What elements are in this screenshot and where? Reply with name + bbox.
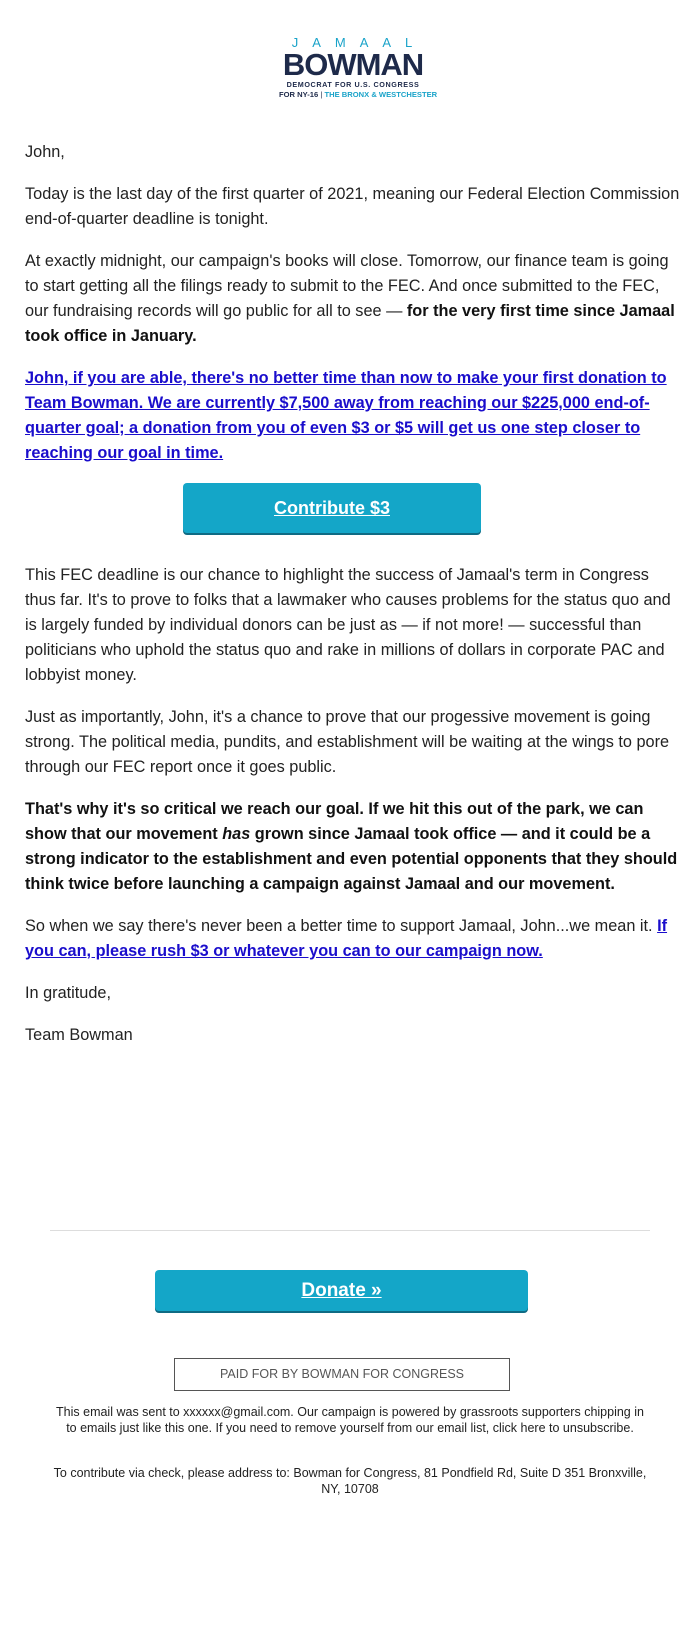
paragraph-6-em: has xyxy=(222,825,251,843)
paragraph-2-bold: for the very first time since Jamaal took office in January. xyxy=(25,302,675,345)
paragraph-7-text: So when we say there's never been a better time to support Jamaal, John...we mean it. xyxy=(25,917,658,935)
contribute-button[interactable]: Contribute $3 xyxy=(183,483,481,533)
donate-button[interactable]: Donate » xyxy=(155,1270,528,1311)
signature: Team Bowman xyxy=(25,1026,133,1044)
logo-first-name: JAMAAL xyxy=(291,35,427,50)
paragraph-5: Just as importantly, John, it's a chance to prove that our progessive movement is going strong. The political media, pundits, and establishment will be waiting at the wings to pore through our FEC report once it goes public. xyxy=(25,708,670,776)
paragraph-6 xyxy=(25,797,680,897)
logo-district: FOR NY-16 xyxy=(279,90,319,99)
paragraph-2-text: At exactly midnight, our campaign's books will close. Tomorrow, our finance team is going to start getting all the filings ready to submit to the FEC. And once submitted to the FEC, our fundraising records will go public for all to see — xyxy=(25,252,669,320)
logo-district-line xyxy=(279,89,438,100)
footer-divider xyxy=(50,1230,650,1231)
paragraph-6-b: grown since Jamaal took office — and it could be a strong indicator to the establishment and even potential opponents that they should think twice before launching a campaign against Jamaal and our movement. xyxy=(25,825,678,893)
logo-last-name: BOWMAN xyxy=(282,47,424,82)
paragraph-4: This FEC deadline is our chance to highlight the success of Jamaal's term in Congress thus far. It's to prove to folks that a lawmaker who causes problems for the status quo and is largely funded by individual donors can be just as — if not more! — successful than politicians who uphold the status quo and rake in millions of dollars in corporate PAC and lobbyist money. xyxy=(25,566,671,684)
logo-separator: | xyxy=(320,90,323,99)
rush-donation-link[interactable]: If you can, please rush $3 or whatever you can to our campaign now. xyxy=(25,917,668,960)
mailing-address: To contribute via check, please address to: Bowman for Congress, 81 Pondfield Rd, Suite D 351 Bronxville, NY, 10708 xyxy=(53,1466,647,1496)
paragraph-7 xyxy=(25,914,680,964)
paid-for-disclaimer: PAID FOR BY BOWMAN FOR CONGRESS xyxy=(174,1358,510,1391)
paragraph-2 xyxy=(25,249,680,349)
paragraph-3 xyxy=(25,366,680,466)
unsubscribe-notice[interactable]: This email was sent to xxxxxx@gmail.com. Our campaign is powered by grassroots supporters chipping in to emails just like this one. If you need to remove yourself from our email list, click here to unsubscribe. xyxy=(56,1405,644,1435)
logo-region: THE BRONX & WESTCHESTER xyxy=(324,90,438,99)
greeting: John, xyxy=(25,143,65,161)
email-content xyxy=(25,140,680,1065)
paragraph-6-a: That's why it's so critical we reach our goal. If we hit this out of the park, we can show that our movement xyxy=(25,800,644,843)
logo-subtitle: DEMOCRAT FOR U.S. CONGRESS xyxy=(286,80,420,89)
paragraph-1: Today is the last day of the first quarter of 2021, meaning our Federal Election Commission end-of-quarter deadline is tonight. xyxy=(25,185,680,228)
campaign-logo[interactable] xyxy=(279,35,438,106)
donation-ask-link[interactable]: John, if you are able, there's no better time than now to make your first donation to Team Bowman. We are currently $7,500 away from reaching our $225,000 end-of-quarter goal; a donation from you of even $3 or $5 will get us one step closer to reaching our goal in time. xyxy=(25,369,667,462)
closing: In gratitude, xyxy=(25,984,111,1002)
